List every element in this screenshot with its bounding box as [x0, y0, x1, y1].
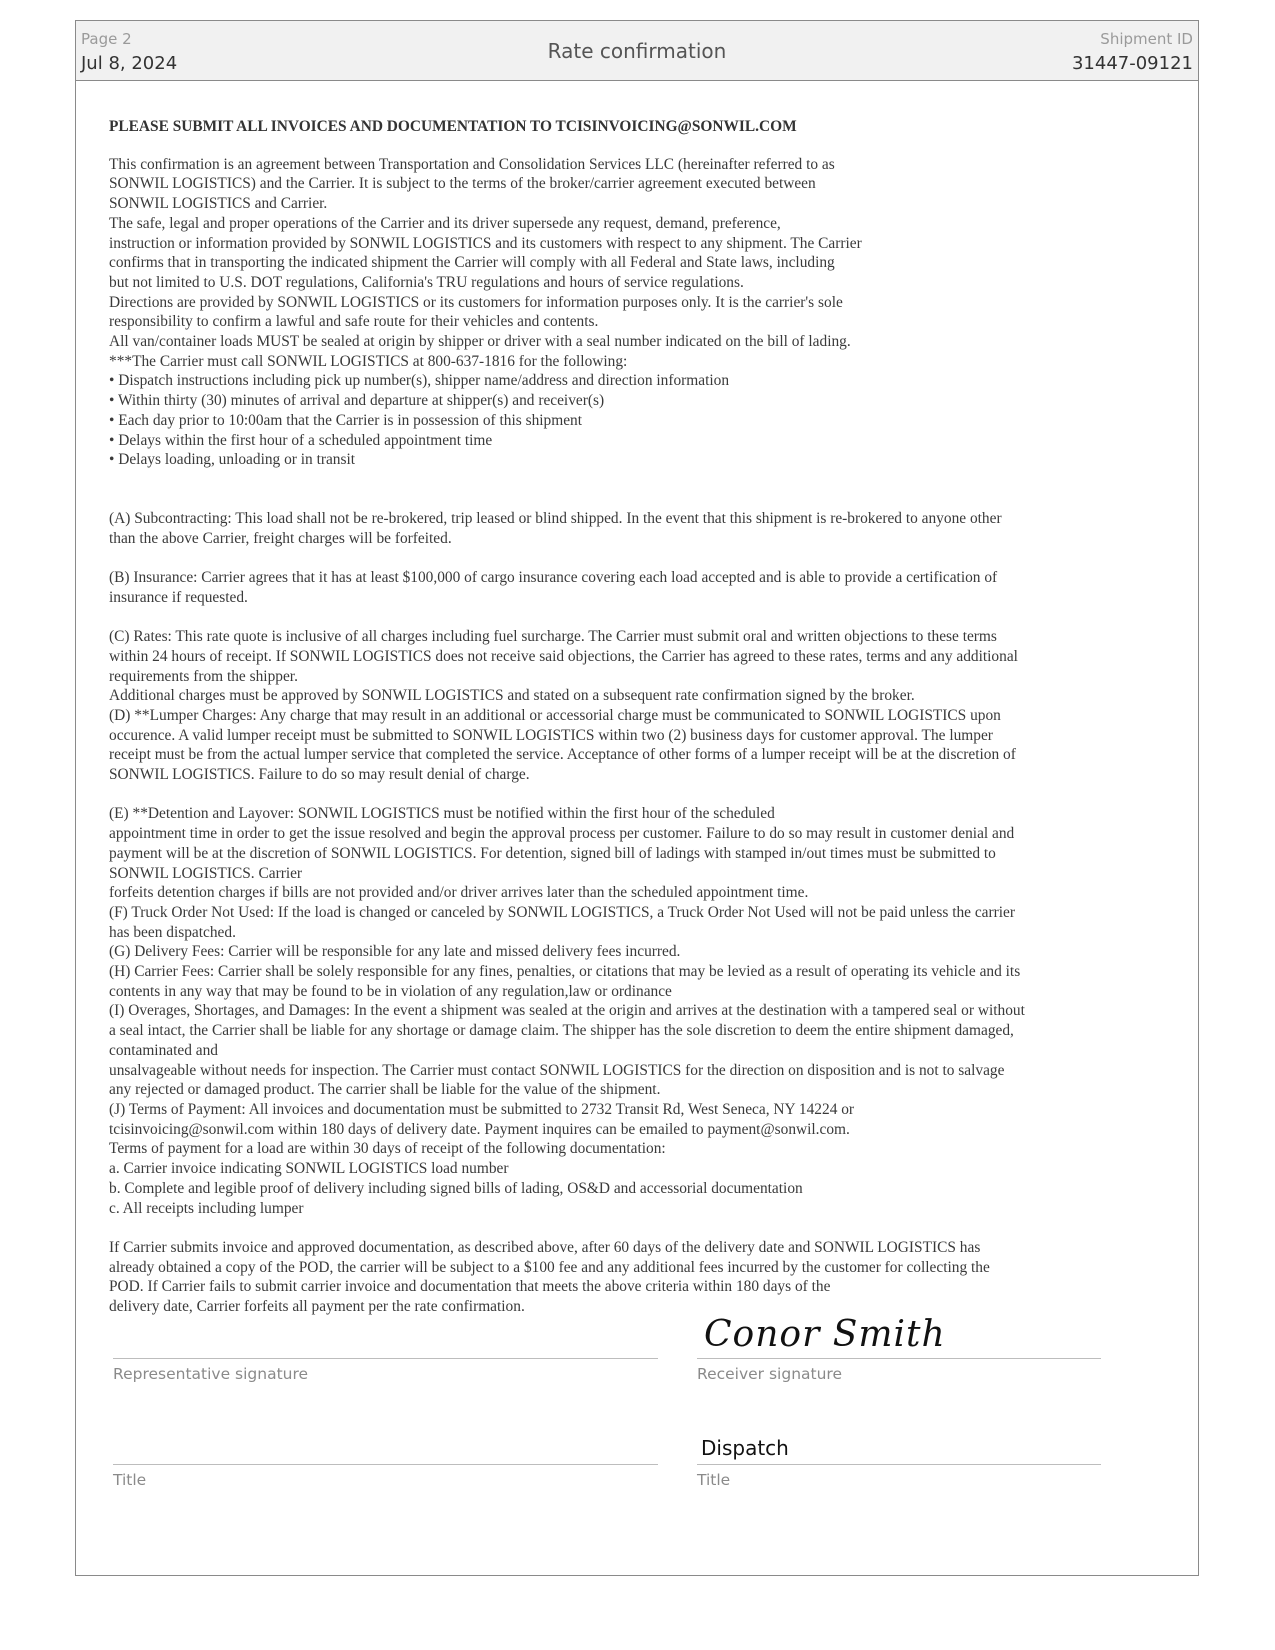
text-line: forfeits detention charges if bills are not provided and/or driver arrives later than the scheduled appointment time.: [109, 884, 809, 902]
terms-content: [109, 117, 1189, 1317]
document-date: Jul 8, 2024: [81, 53, 178, 74]
receiver-title-label: Title: [697, 1471, 731, 1489]
text-line: requirements from the shipper.: [109, 667, 298, 685]
bullet-item: • Each day prior to 10:00am that the Carrier is in possession of this shipment: [109, 411, 583, 429]
text-line: tcisinvoicing@sonwil.com within 180 days of delivery date. Payment inquires can be emailed to payment@sonwil.com.: [109, 1120, 850, 1138]
text-line: SONWIL LOGISTICS and Carrier.: [109, 195, 328, 213]
text-line: All van/container loads MUST be sealed at origin by shipper or driver with a seal number indicated on the bill of lading.: [109, 333, 851, 351]
text-line: within 24 hours of receipt. If SONWIL LOGISTICS does not receive said objections, the Carrier has agreed to these rates, terms and any additional: [109, 647, 1018, 665]
text-line: contents in any way that may be found to be in violation of any regulation,law or ordinance: [109, 982, 672, 1000]
text-line: Directions are provided by SONWIL LOGISTICS or its customers for information purposes only. It is the carrier's sole: [109, 293, 843, 311]
text-line: This confirmation is an agreement between Transportation and Consolidation Services LLC (hereinafter referred to as: [109, 155, 835, 173]
bullet-item: • Dispatch instructions including pick up number(s), shipper name/address and direction information: [109, 372, 730, 390]
receiver-signature: Conor Smith: [704, 1314, 946, 1355]
text-line: appointment time in order to get the issue resolved and begin the approval process per customer. Failure to do so may result in customer denial and: [109, 825, 1015, 843]
text-line: has been dispatched.: [109, 923, 236, 941]
text-line: The safe, legal and proper operations of the Carrier and its driver supersede any request, demand, preference,: [109, 214, 781, 232]
bullet-item: • Within thirty (30) minutes of arrival and departure at shipper(s) and receiver(s): [109, 392, 605, 410]
text-line: instruction or information provided by SONWIL LOGISTICS and its customers with respect to any shipment. The Carrier: [109, 234, 862, 252]
clause-a-subcontracting: [109, 509, 1189, 548]
text-line: payment will be at the discretion of SONWIL LOGISTICS. For detention, signed bill of ladings with stamped in/out times must be submitted to: [109, 844, 996, 862]
text-line: (G) Delivery Fees: Carrier will be responsible for any late and missed delivery fees incurred.: [109, 943, 681, 961]
text-line: (F) Truck Order Not Used: If the load is changed or canceled by SONWIL LOGISTICS, a Truck Order Not Used will not be paid unless the carrier: [109, 903, 1015, 921]
document-page: [75, 20, 1199, 1576]
text-line: If Carrier submits invoice and approved documentation, as described above, after 60 days of the delivery date and SONWIL LOGISTICS has: [109, 1238, 981, 1256]
list-item: a. Carrier invoice indicating SONWIL LOGISTICS load number: [109, 1160, 509, 1178]
page-number: Page 2: [81, 30, 132, 48]
text-line: receipt must be from the actual lumper service that completed the service. Acceptance of other forms of a lumper receipt will be at the discretion of: [109, 746, 1016, 764]
text-line: (H) Carrier Fees: Carrier shall be solely responsible for any fines, penalties, or citations that may be levied as a result of operating its vehicle and its: [109, 963, 1021, 981]
bullet-item: • Delays loading, unloading or in transit: [109, 451, 356, 469]
submission-heading: PLEASE SUBMIT ALL INVOICES AND DOCUMENTATION TO TCISINVOICING@SONWIL.COM: [109, 118, 797, 135]
text-line: (A) Subcontracting: This load shall not be re-brokered, trip leased or blind shipped. In the event that this shipment is re-brokered to anyone other: [109, 509, 1002, 527]
text-line: Terms of payment for a load are within 30 days of receipt of the following documentation:: [109, 1140, 666, 1158]
receiver-signature-line[interactable]: [697, 1358, 1101, 1359]
text-line: than the above Carrier, freight charges will be forfeited.: [109, 529, 452, 547]
text-line: Additional charges must be approved by SONWIL LOGISTICS and stated on a subsequent rate confirmation signed by the broker.: [109, 687, 915, 705]
text-line: (C) Rates: This rate quote is inclusive of all charges including fuel surcharge. The Carrier must submit oral and written objections to these terms: [109, 628, 997, 646]
representative-title-line[interactable]: [113, 1464, 658, 1465]
text-line: a seal intact, the Carrier shall be liable for any shortage or damage claim. The shipper has the sole discretion to deem the entire shipment damaged,: [109, 1022, 1014, 1040]
text-line: (E) **Detention and Layover: SONWIL LOGISTICS must be notified within the first hour of the scheduled: [109, 805, 775, 823]
document-title: Rate confirmation: [547, 39, 727, 63]
list-item: c. All receipts including lumper: [109, 1199, 304, 1217]
text-line: responsibility to confirm a lawful and safe route for their vehicles and contents.: [109, 313, 599, 331]
text-line: SONWIL LOGISTICS. Carrier: [109, 864, 303, 882]
clause-b-insurance: [109, 568, 1189, 607]
bullet-item: • Delays within the first hour of a scheduled appointment time: [109, 431, 493, 449]
clause-e-j-terms: [109, 804, 1189, 1218]
text-line: SONWIL LOGISTICS. Failure to do so may result denial of charge.: [109, 766, 530, 784]
text-line: confirms that in transporting the indicated shipment the Carrier will comply with all Federal and State laws, including: [109, 254, 835, 272]
text-line: contaminated and: [109, 1041, 218, 1059]
text-line: insurance if requested.: [109, 588, 248, 606]
text-line: already obtained a copy of the POD, the carrier will be subject to a $100 fee and any additional fees incurred by the customer for collecting the: [109, 1258, 990, 1276]
text-line: but not limited to U.S. DOT regulations, California's TRU regulations and hours of service regulations.: [109, 273, 744, 291]
text-line: ***The Carrier must call SONWIL LOGISTICS at 800-637-1816 for the following:: [109, 352, 628, 370]
text-line: any rejected or damaged product. The carrier shall be liable for the value of the shipment.: [109, 1081, 661, 1099]
receiver-signature-label: Receiver signature: [697, 1365, 842, 1383]
representative-signature-label: Representative signature: [113, 1365, 309, 1383]
shipment-id: 31447-09121: [1071, 53, 1193, 74]
agreement-block: [109, 155, 1189, 470]
representative-signature-line[interactable]: [113, 1358, 658, 1359]
text-line: POD. If Carrier fails to submit carrier invoice and documentation that meets the above criteria within 180 days of the: [109, 1278, 831, 1296]
list-item: b. Complete and legible proof of delivery including signed bills of lading, OS&D and accessorial documentation: [109, 1179, 803, 1197]
receiver-title-line[interactable]: [697, 1464, 1101, 1465]
receiver-title-value: Dispatch: [701, 1436, 789, 1460]
shipment-id-label: Shipment ID: [1100, 30, 1193, 48]
representative-title-label: Title: [113, 1471, 147, 1489]
text-line: unsalvageable without needs for inspection. The Carrier must contact SONWIL LOGISTICS for the direction on disposition and is not to salvage: [109, 1061, 1005, 1079]
text-line: SONWIL LOGISTICS) and the Carrier. It is subject to the terms of the broker/carrier agreement executed between: [109, 175, 816, 193]
text-line: occurence. A valid lumper receipt must be submitted to SONWIL LOGISTICS within two (2) business days for customer approval. The lumper: [109, 726, 993, 744]
text-line: (B) Insurance: Carrier agrees that it has at least $100,000 of cargo insurance covering each load accepted and is able to provide a certification of: [109, 569, 998, 587]
text-line: (D) **Lumper Charges: Any charge that may result in an additional or accessorial charge must be communicated to SONWIL LOGISTICS upon: [109, 706, 1001, 724]
page-header: [76, 21, 1198, 81]
text-line: delivery date, Carrier forfeits all payment per the rate confirmation.: [109, 1298, 525, 1316]
late-submission-clause: [109, 1238, 1189, 1317]
text-line: (I) Overages, Shortages, and Damages: In the event a shipment was sealed at the origin and arrives at the destination with a tampered seal or without: [109, 1002, 1025, 1020]
clause-c-d-rates-lumper: [109, 627, 1189, 785]
text-line: (J) Terms of Payment: All invoices and documentation must be submitted to 2732 Transit Rd, West Seneca, NY 14224 or: [109, 1101, 855, 1118]
